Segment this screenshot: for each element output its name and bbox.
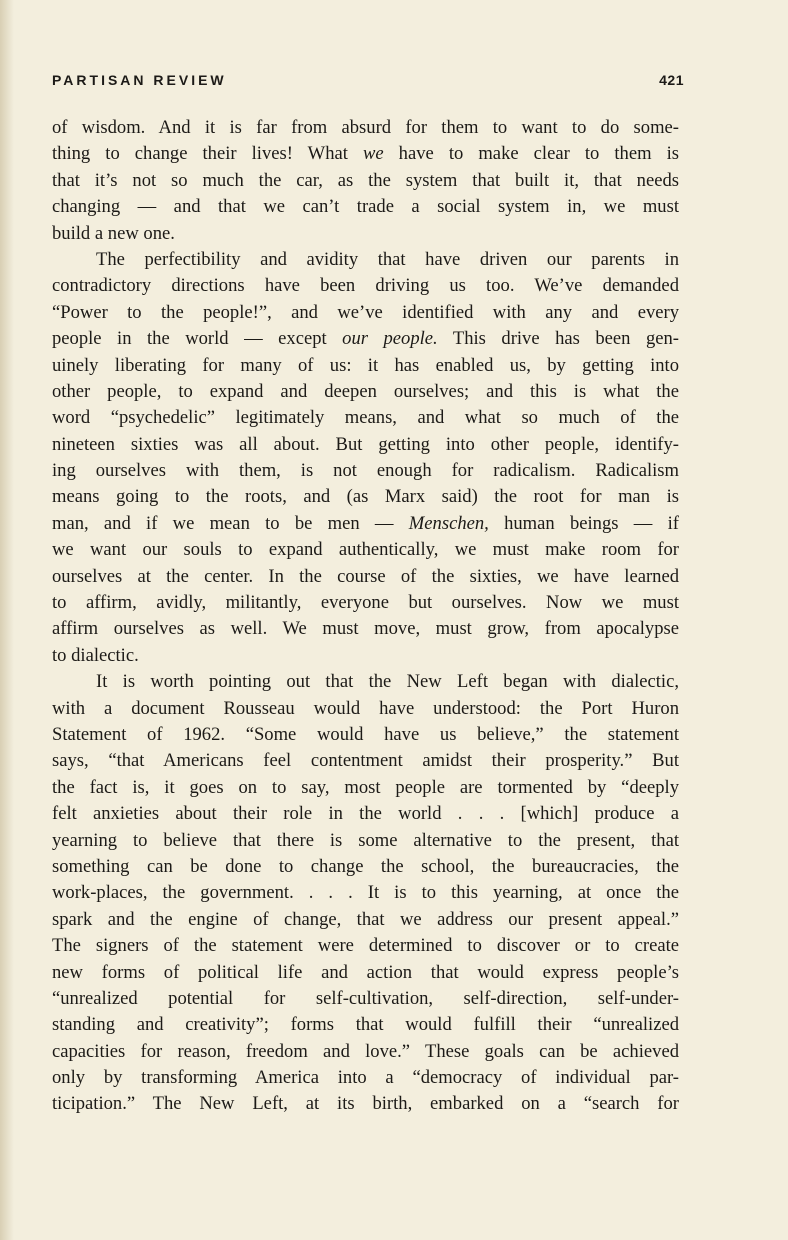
text-line: It is worth pointing out that the New Left began with dialectic,: [96, 671, 679, 693]
text-line: thing to change their lives! What we have to make clear to them is: [52, 143, 679, 165]
text-line: “unrealized potential for self-cultivation, self-direction, self-under-: [52, 987, 679, 1009]
text-line: only by transforming America into a “democracy of individual par-: [52, 1067, 679, 1089]
text-line: we want our souls to expand authentically, we must make room for: [52, 539, 679, 561]
text-line: to affirm, avidly, militantly, everyone but ourselves. Now we must: [52, 592, 679, 614]
text-line: with a document Rousseau would have understood: the Port Huron: [52, 697, 679, 719]
text-line: Statement of 1962. “Some would have us believe,” the statement: [52, 723, 679, 745]
text-line: “Power to the people!”, and we’ve identified with any and every: [52, 301, 679, 323]
text-line: word “psychedelic” legitimately means, and what so much of the: [52, 407, 679, 429]
text-line: people in the world — except our people. This drive has been gen-: [52, 328, 679, 350]
page-number: 421: [659, 72, 684, 88]
text-line: means going to the roots, and (as Marx said) the root for man is: [52, 486, 679, 508]
page-gutter-shadow: [0, 0, 14, 1240]
text-line: to dialectic.: [52, 644, 139, 666]
text-line: contradictory directions have been driving us too. We’ve demanded: [52, 275, 679, 297]
text-line: yearning to believe that there is some alternative to the present, that: [52, 829, 679, 851]
text-line: ticipation.” The New Left, at its birth, embarked on a “search for: [52, 1093, 679, 1115]
text-line: that it’s not so much the car, as the system that built it, that needs: [52, 169, 679, 191]
text-line: build a new one.: [52, 222, 175, 244]
text-line: The signers of the statement were determined to discover or to create: [52, 935, 679, 957]
text-line: says, “that Americans feel contentment amidst their prosperity.” But: [52, 750, 679, 772]
text-line: of wisdom. And it is far from absurd for them to want to do some-: [52, 117, 679, 138]
text-line: new forms of political life and action that would express people’s: [52, 961, 679, 983]
body-text: [52, 115, 679, 1118]
text-line: felt anxieties about their role in the world . . . [which] produce a: [52, 803, 679, 825]
text-line: capacities for reason, freedom and love.” These goals can be achieved: [52, 1040, 679, 1062]
text-line: uinely liberating for many of us: it has enabled us, by getting into: [52, 354, 679, 376]
text-line: standing and creativity”; forms that would fulfill their “unrealized: [52, 1014, 679, 1036]
text-line: ourselves at the center. In the course of the sixties, we have learned: [52, 565, 679, 587]
text-line: the fact is, it goes on to say, most people are tormented by “deeply: [52, 776, 679, 798]
running-head: [52, 72, 684, 92]
text-line: ing ourselves with them, is not enough for radicalism. Radicalism: [52, 460, 679, 482]
text-line: The perfectibility and avidity that have driven our parents in: [96, 248, 679, 270]
text-line: something can be done to change the school, the bureaucracies, the: [52, 855, 679, 877]
text-line: man, and if we mean to be men — Menschen, human beings — if: [52, 512, 679, 534]
text-line: spark and the engine of change, that we address our present appeal.”: [52, 908, 679, 930]
text-line: affirm ourselves as well. We must move, must grow, from apocalypse: [52, 618, 679, 640]
text-line: other people, to expand and deepen ourselves; and this is what the: [52, 380, 679, 402]
text-line: work-places, the government. . . . It is to this yearning, at once the: [52, 882, 679, 904]
text-line: nineteen sixties was all about. But getting into other people, identify-: [52, 433, 679, 455]
journal-title: PARTISAN REVIEW: [52, 72, 227, 88]
text-line: changing — and that we can’t trade a social system in, we must: [52, 196, 679, 218]
